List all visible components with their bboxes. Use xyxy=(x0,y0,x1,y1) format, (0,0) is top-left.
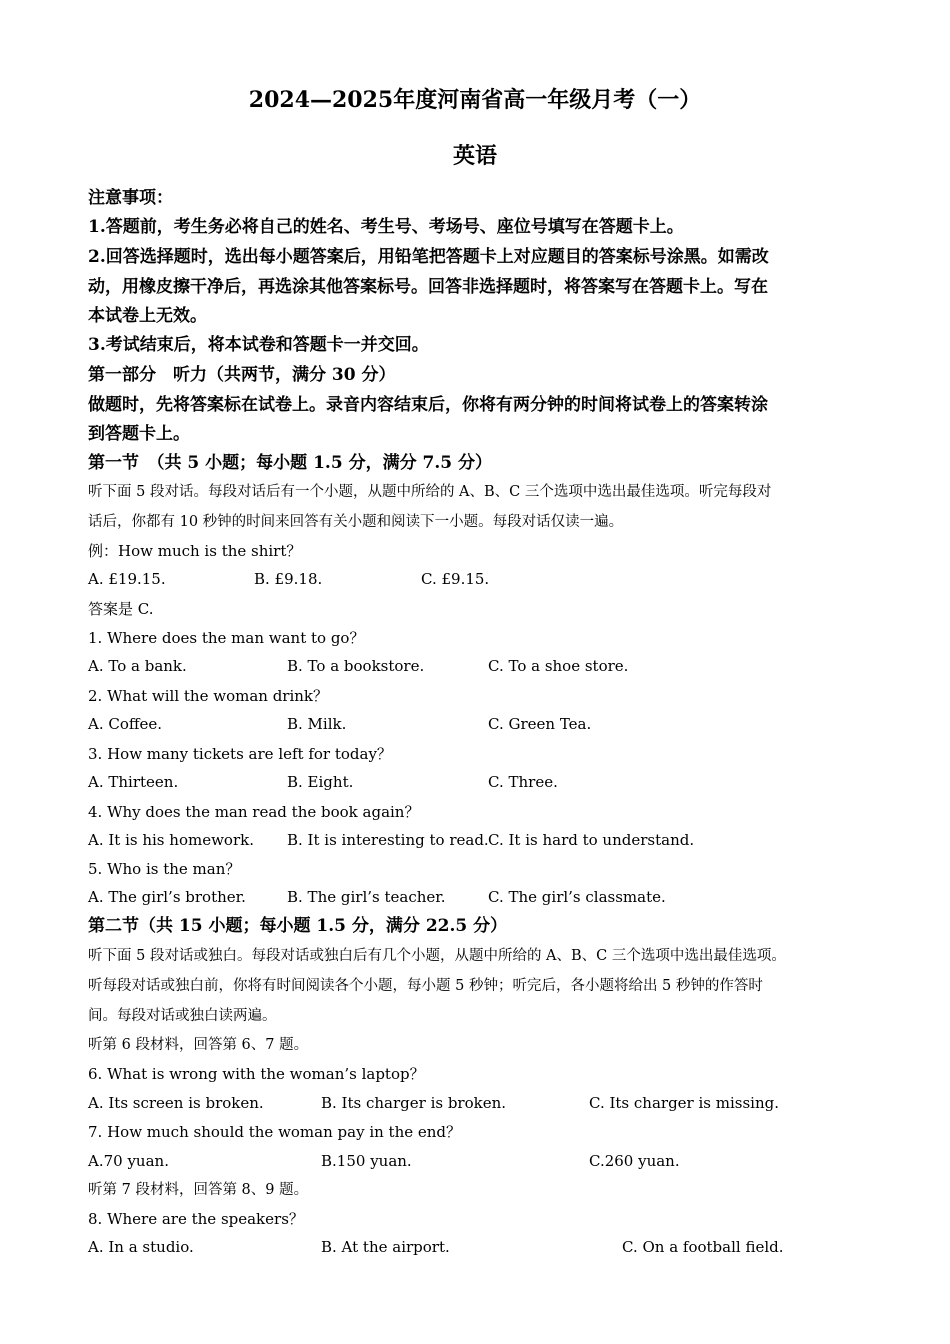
q1-option-b: B. To a bookstore. xyxy=(287,657,425,675)
q7-option-a: A.70 yuan. xyxy=(88,1152,169,1170)
section2-instruction-line-2: 听每段对话或独白前，你将有时间阅读各个小题，每小题 5 秒钟；听完后，各小题将给出 5 秒钟的作答时 xyxy=(88,978,763,994)
question-8: 8. Where are the speakers？ xyxy=(88,1210,304,1228)
notice-item-3: 3.考试结束后，将本试卷和答题卡一并交回。 xyxy=(88,335,429,355)
notice-item-2-line-2: 动，用橡皮擦干净后，再选涂其他答案标号。回答非选择题时，将答案写在答题卡上。写在 xyxy=(88,277,768,297)
material-6-instruction: 听第 6 段材料，回答第 6、7 题。 xyxy=(88,1037,309,1053)
q3-option-b: B. Eight. xyxy=(287,773,354,791)
question-2: 2. What will the woman drink？ xyxy=(88,687,329,705)
q4-option-c: C. It is hard to understand. xyxy=(488,831,695,849)
notice-item-1: 1.答题前，考生务必将自己的姓名、考生号、考场号、座位号填写在答题卡上。 xyxy=(88,217,684,237)
q5-option-b: B. The girl’s teacher. xyxy=(287,888,446,906)
exam-title: 2024—2025年度河南省高一年级月考（一） xyxy=(248,87,702,113)
question-4: 4. Why does the man read the book again？ xyxy=(88,803,420,821)
example-option-c: C. £9.15. xyxy=(421,570,490,588)
q8-option-c: C. On a football field. xyxy=(622,1238,784,1256)
q3-option-c: C. Three. xyxy=(488,773,558,791)
part1-instruction-line-1: 做题时，先将答案标在试卷上。录音内容结束后，你将有两分钟的时间将试卷上的答案转涂 xyxy=(88,395,768,415)
q7-option-c: C.260 yuan. xyxy=(589,1152,680,1170)
section2-heading: 第二节（共 15 小题；每小题 1.5 分，满分 22.5 分） xyxy=(88,916,508,936)
q8-option-b: B. At the airport. xyxy=(321,1238,450,1256)
q6-option-a: A. Its screen is broken. xyxy=(88,1094,264,1112)
example-answer: 答案是 C. xyxy=(88,600,154,618)
q8-option-a: A. In a studio. xyxy=(88,1238,194,1256)
notice-item-2-line-1: 2.回答选择题时，选出每小题答案后，用铅笔把答题卡上对应题目的答案标号涂黑。如需改 xyxy=(88,247,769,267)
section1-instruction-line-1: 听下面 5 段对话。每段对话后有一个小题，从题中所给的 A、B、C 三个选项中选出最佳选项。听完每段对 xyxy=(88,484,772,500)
q1-option-c: C. To a shoe store. xyxy=(488,657,629,675)
example-question: 例：How much is the shirt？ xyxy=(88,542,302,560)
notice-heading: 注意事项： xyxy=(88,188,173,208)
question-1: 1. Where does the man want to go？ xyxy=(88,629,365,647)
q6-option-c: C. Its charger is missing. xyxy=(589,1094,779,1112)
q6-option-b: B. Its charger is broken. xyxy=(321,1094,507,1112)
section2-instruction-line-1: 听下面 5 段对话或独白。每段对话或独白后有几个小题，从题中所给的 A、B、C 三个选项中选出最佳选项。 xyxy=(88,948,786,964)
q5-option-a: A. The girl’s brother. xyxy=(88,888,246,906)
question-7: 7. How much should the woman pay in the end？ xyxy=(88,1123,462,1141)
section2-instruction-line-3: 间。每段对话或独白读两遍。 xyxy=(88,1008,277,1024)
q2-option-a: A. Coffee. xyxy=(88,715,163,733)
q5-option-c: C. The girl’s classmate. xyxy=(488,888,666,906)
material-7-instruction: 听第 7 段材料，回答第 8、9 题。 xyxy=(88,1182,309,1198)
example-option-b: B. £9.18. xyxy=(254,570,323,588)
q4-option-a: A. It is his homework. xyxy=(88,831,254,849)
q1-option-a: A. To a bank. xyxy=(88,657,187,675)
question-5: 5. Who is the man？ xyxy=(88,860,241,878)
part1-heading: 第一部分 听力（共两节，满分 30 分） xyxy=(88,365,396,385)
section1-heading: 第一节 （共 5 小题；每小题 1.5 分，满分 7.5 分） xyxy=(88,453,492,473)
subject-title: 英语 xyxy=(452,143,497,169)
section1-instruction-line-2: 话后，你都有 10 秒钟的时间来回答有关小题和阅读下一小题。每段对话仅读一遍。 xyxy=(88,514,624,530)
q3-option-a: A. Thirteen. xyxy=(88,773,179,791)
q4-option-b: B. It is interesting to read. xyxy=(287,831,489,849)
part1-instruction-line-2: 到答题卡上。 xyxy=(88,424,190,444)
q2-option-b: B. Milk. xyxy=(287,715,347,733)
question-6: 6. What is wrong with the woman’s laptop？ xyxy=(88,1065,425,1083)
q7-option-b: B.150 yuan. xyxy=(321,1152,412,1170)
notice-item-2-line-3: 本试卷上无效。 xyxy=(88,306,207,326)
question-3: 3. How many tickets are left for today？ xyxy=(88,745,392,763)
q2-option-c: C. Green Tea. xyxy=(488,715,592,733)
example-option-a: A. £19.15. xyxy=(88,570,166,588)
